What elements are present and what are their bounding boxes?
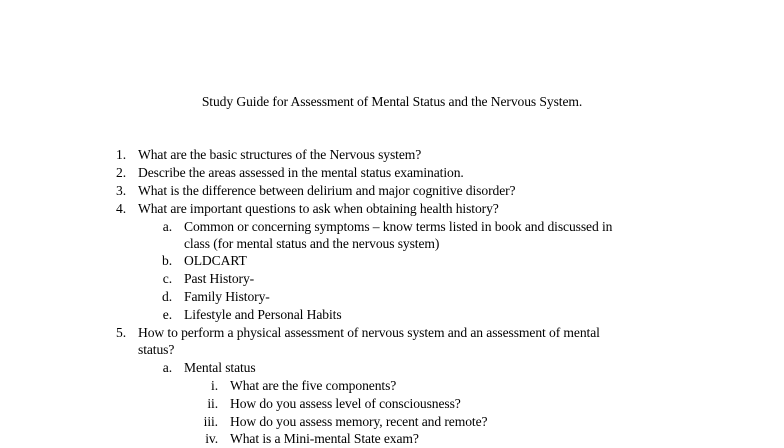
- sub-sub-item-text: How do you assess level of consciousness?: [230, 396, 461, 411]
- sub-item-letter: a.: [162, 360, 172, 375]
- list-item-number: 3.: [116, 183, 126, 198]
- roman-numeral: iv.: [205, 431, 218, 446]
- sub-item-letter: e.: [162, 307, 172, 322]
- list-item-number: 4.: [116, 201, 126, 216]
- sub-item-letter: c.: [162, 271, 172, 286]
- sub-item-text: Past History-: [184, 271, 255, 286]
- list-item-number: 2.: [116, 165, 126, 180]
- sub-sub-item-text: What is a Mini-mental State exam?: [230, 431, 419, 446]
- list-item-number: 1.: [116, 147, 126, 162]
- list-item-text: How to perform a physical assessment of nervous system and an assessment of mental: [138, 325, 600, 340]
- sub-item-text: Mental status: [184, 360, 256, 375]
- list-item-text: What is the difference between delirium and major cognitive disorder?: [138, 183, 516, 198]
- sub-item-text: Lifestyle and Personal Habits: [184, 307, 342, 322]
- sub-item-text: Common or concerning symptoms – know terms listed in book and discussed in: [184, 219, 613, 234]
- list-item-text: What are important questions to ask when obtaining health history?: [138, 201, 499, 216]
- list-item-text-continued: status?: [138, 342, 175, 357]
- sub-item-letter: d.: [162, 289, 172, 304]
- sub-item-text-continued: class (for mental status and the nervous system): [184, 236, 440, 251]
- list-item-text: What are the basic structures of the Nervous system?: [138, 147, 422, 162]
- list-item-text: Describe the areas assessed in the mental status examination.: [138, 165, 464, 180]
- roman-numeral: iii.: [203, 414, 218, 429]
- sub-item-text: Family History-: [184, 289, 270, 304]
- list-item-number: 5.: [116, 325, 126, 340]
- sub-item-letter: a.: [162, 219, 172, 234]
- page-title: Study Guide for Assessment of Mental Status and the Nervous System.: [201, 94, 583, 109]
- sub-item-text: OLDCART: [184, 253, 247, 268]
- sub-sub-item-text: How do you assess memory, recent and remote?: [230, 414, 488, 429]
- roman-numeral: ii.: [207, 396, 218, 411]
- sub-sub-item-text: What are the five components?: [230, 378, 397, 393]
- roman-numeral: i.: [211, 378, 218, 393]
- sub-item-letter: b.: [162, 253, 172, 268]
